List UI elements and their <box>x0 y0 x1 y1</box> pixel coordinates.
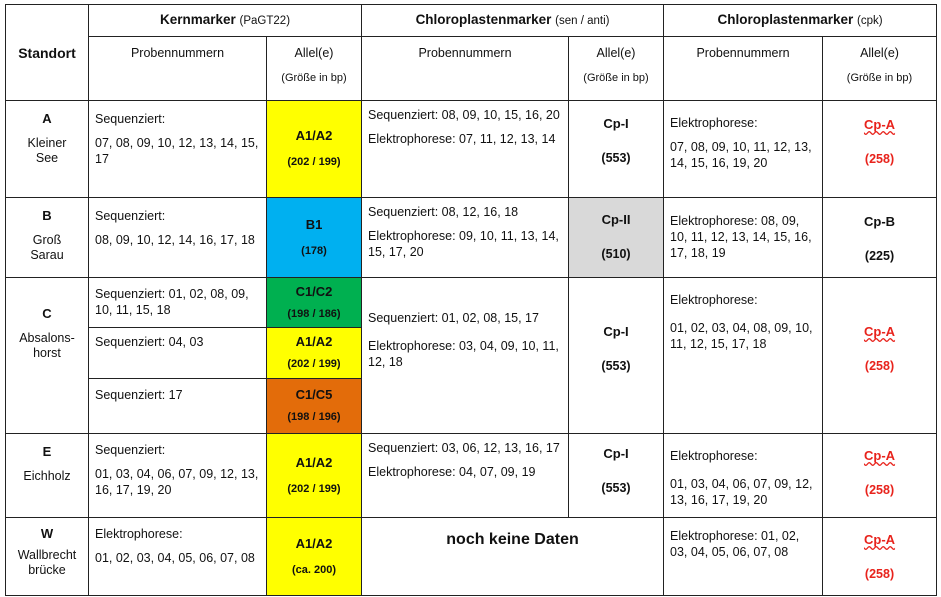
chloroplast-sen-anti-header <box>362 5 664 37</box>
probe-numbers: 07, 08, 09, 10, 12, 13, 14, 15, 17 <box>95 136 259 166</box>
probe-label: Elektrophorese: <box>670 116 758 130</box>
cp2-probe-cell <box>664 434 823 518</box>
chloroplast-sen-anti-subtitle: (sen / anti) <box>555 15 610 27</box>
cp2-probe-cell <box>664 518 823 596</box>
allel-name: A1/A2 <box>295 334 333 349</box>
allel-size: (198 / 186) <box>287 307 341 320</box>
cp1-allel-size: (510) <box>601 247 631 261</box>
cp1-allel-size: (553) <box>601 481 631 495</box>
header-row-columns <box>6 37 937 101</box>
kern-probennummern-header: Probennummern <box>89 37 267 101</box>
chloroplast-sen-anti-title: Chloroplastenmarker <box>415 12 552 27</box>
probe-label: Elektrophorese: <box>670 293 758 307</box>
cp1-groesse-label: (Größe in bp) <box>583 72 649 84</box>
cp1-sequenziert: Sequenziert: 08, 12, 16, 18 <box>368 205 519 219</box>
cp2-allel-cell <box>823 101 937 198</box>
probe-numbers: 08, 09, 10, 12, 14, 16, 17, 18 <box>95 233 255 247</box>
kern-allel-cell <box>267 434 362 518</box>
kern-probe-cell <box>89 198 267 278</box>
cp1-allel-name: Cp-I <box>603 324 629 339</box>
kernmarker-subtitle: (PaGT22) <box>239 15 291 27</box>
probe-numbers: 01, 03, 04, 06, 07, 09, 12, 13, 16, 17, 19, 20 <box>670 477 813 507</box>
cp2-probe-cell <box>664 198 823 278</box>
probe-text: Sequenziert: 04, 03 <box>95 335 204 349</box>
allel-name: A1/A2 <box>295 535 333 551</box>
cp1-elektrophorese: Elektrophorese: 09, 10, 11, 13, 14, 15, 17, 20 <box>368 229 559 259</box>
cp2-groesse-label: (Größe in bp) <box>846 72 913 84</box>
site-cell-b <box>6 198 89 278</box>
site-code: B <box>42 208 52 223</box>
cp2-allel-size: (258) <box>864 359 895 373</box>
table-row-e <box>6 434 937 518</box>
no-data-text: noch keine Daten <box>446 531 579 548</box>
kern-probe-cell <box>89 278 267 328</box>
standort-header: Standort <box>6 5 89 101</box>
site-name: Eichholz <box>23 469 71 483</box>
cp1-sequenziert: Sequenziert: 01, 02, 08, 15, 17 <box>368 311 539 325</box>
allel-name: B1 <box>305 216 323 232</box>
probe-label: Sequenziert: <box>95 112 166 126</box>
probe-label: Elektrophorese: <box>95 527 183 541</box>
cp1-probennummern-header: Probennummern <box>362 37 569 101</box>
site-code: C <box>42 306 52 321</box>
kern-allel-cell <box>267 518 362 596</box>
site-cell-e <box>6 434 89 518</box>
site-name: Absalons-horst <box>19 331 75 360</box>
kern-allel-label: Allel(e) <box>294 46 334 60</box>
cp2-allel-cell <box>823 198 937 278</box>
allel-name: A1/A2 <box>295 454 333 470</box>
table-row-w <box>6 518 937 596</box>
cp2-probe-cell <box>664 101 823 198</box>
cp2-allel-cell <box>823 434 937 518</box>
cp1-sequenziert: Sequenziert: 08, 09, 10, 15, 16, 20 <box>368 108 560 122</box>
cp2-allel-cell <box>823 278 937 434</box>
cp1-allel-cell <box>569 434 664 518</box>
probe-numbers: 07, 08, 09, 10, 11, 12, 13, 14, 15, 16, 19, 20 <box>670 140 812 170</box>
kern-probe-cell <box>89 379 267 434</box>
cp1-allel-name: Cp-II <box>601 212 631 227</box>
cp2-allel-name: Cp-B <box>863 214 896 229</box>
cp1-allel-name: Cp-I <box>603 446 629 461</box>
probe-text: Sequenziert: 17 <box>95 388 183 402</box>
cp2-allel-name: Cp-A <box>863 117 896 132</box>
allel-size: (178) <box>301 244 327 257</box>
kern-allel-cell <box>267 198 362 278</box>
cp2-probe-cell <box>664 278 823 434</box>
probe-label: Sequenziert: <box>95 209 166 223</box>
cp1-probe-cell <box>362 434 569 518</box>
cp1-probe-cell <box>362 278 569 434</box>
table-row-b <box>6 198 937 278</box>
kernmarker-title: Kernmarker <box>159 12 236 27</box>
site-code: W <box>40 526 54 541</box>
cp2-allel-name: Cp-A <box>863 448 896 463</box>
cp2-allel-name: Cp-A <box>863 324 896 339</box>
allel-name: A1/A2 <box>295 128 333 143</box>
probe-label: Sequenziert: <box>95 443 166 457</box>
chloroplast-cpk-subtitle: (cpk) <box>857 15 883 27</box>
kern-probe-cell <box>89 434 267 518</box>
cp1-allel-cell <box>569 198 664 278</box>
table-row-c-1 <box>6 278 937 328</box>
site-cell-a <box>6 101 89 198</box>
probe-numbers: 01, 02, 03, 04, 05, 06, 07, 08 <box>95 551 255 565</box>
allel-size: (202 / 199) <box>287 358 341 370</box>
cp2-probennummern-header: Probennummern <box>664 37 823 101</box>
probe-numbers: 01, 02, 03, 04, 08, 09, 10, 11, 12, 15, 17, 18 <box>670 321 813 351</box>
allel-name: C1/C5 <box>295 387 333 402</box>
site-name: Groß Sarau <box>30 233 64 262</box>
cp2-allel-size: (258) <box>864 152 895 166</box>
cp2-allel-size: (225) <box>864 249 895 263</box>
kern-allel-header <box>267 37 362 101</box>
cp1-sequenziert: Sequenziert: 03, 06, 12, 13, 16, 17 <box>368 441 560 455</box>
site-code: A <box>42 111 52 126</box>
cp1-elektrophorese: Elektrophorese: 04, 07, 09, 19 <box>368 465 536 479</box>
site-name: Wallbrecht brücke <box>17 548 77 577</box>
probe-numbers: 01, 03, 04, 06, 07, 09, 12, 13, 16, 17, 19, 20 <box>95 467 259 497</box>
cp2-allel-size: (258) <box>864 567 895 581</box>
kern-probe-cell <box>89 518 267 596</box>
cp2-allel-name: Cp-A <box>863 532 896 547</box>
marker-results-table <box>5 4 937 596</box>
cp1-probe-cell <box>362 101 569 198</box>
kern-probe-cell <box>89 328 267 379</box>
site-name: Kleiner See <box>27 136 67 165</box>
cp1-probe-cell <box>362 198 569 278</box>
table-row-a <box>6 101 937 198</box>
allel-size: (198 / 196) <box>287 411 341 423</box>
kern-probe-cell <box>89 101 267 198</box>
chloroplast-cpk-header <box>664 5 937 37</box>
allel-size: (ca. 200) <box>291 563 337 576</box>
allel-size: (202 / 199) <box>287 156 341 168</box>
cp1-allel-header <box>569 37 664 101</box>
allel-name: C1/C2 <box>295 283 333 299</box>
chloroplast-cpk-title: Chloroplastenmarker <box>717 12 854 27</box>
cp2-allel-header <box>823 37 937 101</box>
header-row-groups <box>6 5 937 37</box>
cp1-allel-label: Allel(e) <box>596 46 636 60</box>
site-cell-c <box>6 278 89 434</box>
cp1-elektrophorese: Elektrophorese: 07, 11, 12, 13, 14 <box>368 132 556 146</box>
cp1-allel-cell <box>569 101 664 198</box>
cp2-allel-size: (258) <box>864 483 895 497</box>
kern-allel-cell <box>267 101 362 198</box>
probe-label: Elektrophorese: <box>670 449 758 463</box>
site-code: E <box>42 444 52 459</box>
cp2-allel-label: Allel(e) <box>860 46 899 60</box>
kern-allel-cell <box>267 379 362 434</box>
probe-text: Elektrophorese: 08, 09, 10, 11, 12, 13, 14, 15, 16, 17, 18, 19 <box>670 214 812 260</box>
cp1-allel-size: (553) <box>601 359 631 373</box>
cp1-elektrophorese: Elektrophorese: 03, 04, 09, 10, 11, 12, 18 <box>368 339 559 369</box>
kern-groesse-label: (Größe in bp) <box>281 72 347 84</box>
probe-text: Elektrophorese: 01, 02, 03, 04, 05, 06, 07, 08 <box>670 529 800 559</box>
cp1-allel-size: (553) <box>601 151 631 165</box>
kern-allel-cell <box>267 278 362 328</box>
site-cell-w <box>6 518 89 596</box>
no-data-cell <box>362 518 664 596</box>
probe-text: Sequenziert: 01, 02, 08, 09, 10, 11, 15, 18 <box>95 287 249 317</box>
cp1-allel-name: Cp-I <box>603 116 629 131</box>
kernmarker-header <box>89 5 362 37</box>
cp2-allel-cell <box>823 518 937 596</box>
allel-size: (202 / 199) <box>287 482 341 495</box>
kern-allel-cell <box>267 328 362 379</box>
cp1-allel-cell <box>569 278 664 434</box>
results-table-container <box>5 4 937 596</box>
